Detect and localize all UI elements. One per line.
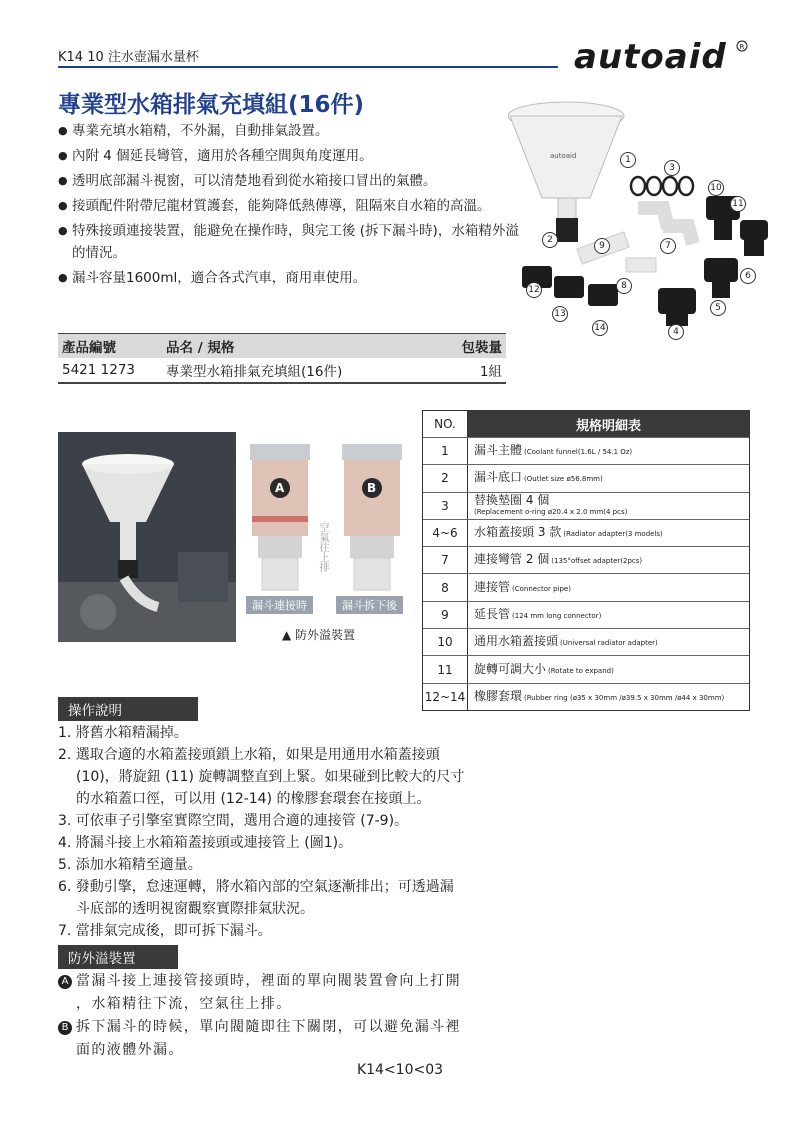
row-zh: 漏斗主體 — [474, 443, 523, 458]
step-continued: (10)，將旋鈕 (11) 旋轉調整直到上緊。如果碰到比較大的尺寸 — [76, 769, 465, 785]
step: 4. 將漏斗接上水箱箱蓋接頭或連接管上 (圖1)。 — [58, 835, 353, 851]
row-no: 8 — [423, 574, 468, 600]
caption-removed: 漏斗拆下後 — [336, 596, 403, 614]
mark-b: B — [58, 1021, 72, 1035]
step: 3. 可依車子引擎室實際空間，選用合適的連接管 (7-9)。 — [58, 813, 409, 829]
row-en: (Rotate to expand) — [548, 666, 614, 675]
page-title: 專業型水箱排氣充填組(16件) — [58, 92, 365, 118]
feature-list — [58, 120, 528, 292]
part-number: 13 — [552, 306, 568, 322]
table-row — [423, 601, 749, 628]
row-zh: 旋轉可調大小 — [474, 661, 547, 676]
valve-diagram — [244, 440, 412, 616]
step-continued: 的水箱蓋口徑，可以用 (12-14) 的橡膠套環套在接頭上。 — [76, 791, 431, 807]
step: 1. 將舊水箱精漏掉。 — [58, 725, 188, 741]
step: 6. 發動引擎，怠速運轉，將水箱內部的空氣逐漸排出；可透過漏 — [58, 879, 454, 895]
row-no: 7 — [423, 547, 468, 573]
part-number: 6 — [740, 268, 756, 284]
feature-item: ● 專業充填水箱精，不外漏，自動排氣設置。 — [58, 120, 528, 142]
note-b — [58, 1016, 528, 1039]
part-number: 9 — [594, 238, 610, 254]
part-number: 4 — [668, 324, 684, 340]
header-desc: 規格明細表 — [468, 411, 749, 437]
table-row — [423, 492, 749, 519]
row-zh: 連接彎管 2 個 — [474, 552, 550, 567]
row-zh: 通用水箱蓋接頭 — [474, 634, 559, 649]
feature-item: ● 漏斗容量1600ml，適合各式汽車，商用車使用。 — [58, 267, 528, 289]
note-text: 當漏斗接上連接管接頭時，裡面的單向閥裝置會向上打開 — [76, 973, 461, 989]
part-number: 7 — [660, 238, 676, 254]
note-text: 拆下漏斗的時候，單向閥隨即往下關閉，可以避免漏斗裡 — [76, 1019, 461, 1035]
table-row — [423, 519, 749, 546]
row-en: (124 mm long connector) — [512, 611, 602, 620]
part-number: 10 — [708, 180, 724, 196]
row-en: (Universal radiator adapter) — [560, 639, 658, 648]
row-en: (135°offset adapter(2pcs) — [551, 557, 643, 566]
table-row — [423, 628, 749, 655]
spec-grid — [422, 410, 750, 711]
step-continued: 斗底部的透明視窗觀察實際排氣狀況。 — [76, 901, 314, 917]
row-en: (Outlet size ø56.8mm) — [524, 475, 603, 484]
parts-drawing — [508, 88, 778, 350]
note-b-cont: 面的液體外漏。 — [76, 1042, 184, 1058]
row-no: 4~6 — [423, 520, 468, 546]
step: 2. 選取合適的水箱蓋接頭鎖上水箱，如果是用通用水箱蓋接頭 — [58, 747, 440, 763]
part-number: 2 — [542, 232, 558, 248]
table-row — [423, 546, 749, 573]
header-no: NO. — [423, 411, 468, 437]
row-zh: 替換墊圈 4 個 — [474, 492, 550, 507]
note-a — [58, 970, 528, 993]
row-no: 12~14 — [423, 684, 468, 710]
part-number: 3 — [664, 160, 680, 176]
row-no: 3 — [423, 493, 468, 519]
mark-a: A — [58, 975, 72, 989]
table-row — [423, 573, 749, 600]
row-en: (Rubber ring (ø35 x 30mm /ø39.5 x 30mm /ø44 x 30mm) — [524, 693, 725, 702]
header-pack: 包裝量 — [461, 340, 502, 356]
svg-text:autoaid: autoaid — [574, 37, 727, 77]
feature-item: ● 接頭配件附帶尼龍材質護套，能夠降低熱傳導，阻隔來自水箱的高溫。 — [58, 195, 528, 217]
table-row — [423, 437, 749, 464]
svg-text:autoaid: autoaid — [550, 152, 577, 160]
part-number: 8 — [616, 278, 632, 294]
row-no: 1 — [423, 438, 468, 464]
header-code: 產品編號 — [62, 340, 116, 356]
note-a-cont: ，水箱精往下流，空氣往上排。 — [76, 996, 292, 1012]
operation-steps — [58, 722, 528, 942]
diagram-caption: ▲ 防外溢裝置 — [282, 628, 356, 642]
page-number: K14<10<03 — [356, 1062, 444, 1078]
step: 5. 添加水箱精至適量。 — [58, 857, 202, 873]
table-row — [58, 358, 506, 384]
prevention-notes — [58, 970, 528, 1062]
label-b: B — [367, 481, 377, 495]
row-en: (Radiator adapter(3 models) — [563, 530, 663, 539]
product-code: 5421 1273 — [62, 362, 136, 378]
feature-item: ● 透明底部漏斗視窗，可以清楚地看到從水箱接口冒出的氣體。 — [58, 170, 528, 192]
part-number: 5 — [710, 300, 726, 316]
header-rule — [58, 66, 558, 68]
caption-connected: 漏斗連接時 — [246, 596, 313, 614]
row-zh: 橡膠套環 — [474, 688, 523, 703]
parts-illustration — [508, 88, 778, 350]
row-zh: 連接管 — [474, 579, 511, 594]
svg-text:R: R — [739, 43, 745, 51]
section-title: K14 10 注水壺漏水量杯 — [58, 50, 199, 65]
row-no: 11 — [423, 656, 468, 682]
row-no: 2 — [423, 465, 468, 491]
part-number: 1 — [620, 152, 636, 168]
product-table-header — [58, 333, 506, 358]
row-zh: 漏斗底口 — [474, 470, 523, 485]
feature-item: ● 內附 4 個延長彎管，適用於各種空間與角度運用。 — [58, 145, 528, 167]
table-row — [423, 655, 749, 682]
prevention-label: 防外溢裝置 — [58, 945, 178, 969]
usage-photo — [58, 432, 236, 642]
header-name: 品名 / 規格 — [166, 340, 235, 356]
row-no: 9 — [423, 602, 468, 628]
step: 7. 當排氣完成後，即可拆下漏斗。 — [58, 923, 272, 939]
product-name: 專業型水箱排氣充填組(16件) — [166, 364, 343, 380]
part-number: 11 — [730, 196, 746, 212]
row-zh: 水箱蓋接頭 3 款 — [474, 525, 562, 540]
feature-item: ● 特殊接頭連接裝置，能避免在操作時，與完工後 (拆下漏斗時)，水箱精外溢的情況。 — [58, 220, 528, 264]
row-en: (Replacement o-ring ø20.4 x 2.0 mm(4 pcs) — [474, 507, 628, 516]
part-number: 12 — [526, 282, 542, 298]
air-direction-text: 空氣往上排 — [317, 522, 328, 572]
brand-logo — [570, 36, 750, 78]
spec-grid-header — [423, 411, 749, 437]
product-table — [58, 333, 506, 384]
label-a: A — [275, 481, 285, 495]
product-pack: 1組 — [479, 364, 502, 380]
row-en: (Connector pipe) — [512, 584, 571, 593]
row-zh: 延長管 — [474, 606, 511, 621]
table-row — [423, 464, 749, 491]
row-no: 10 — [423, 629, 468, 655]
row-en: (Coolant funnel(1.6L / 54.1 Oz) — [524, 448, 633, 457]
operation-label: 操作說明 — [58, 697, 198, 721]
part-number: 14 — [592, 320, 608, 336]
table-row — [423, 683, 749, 710]
